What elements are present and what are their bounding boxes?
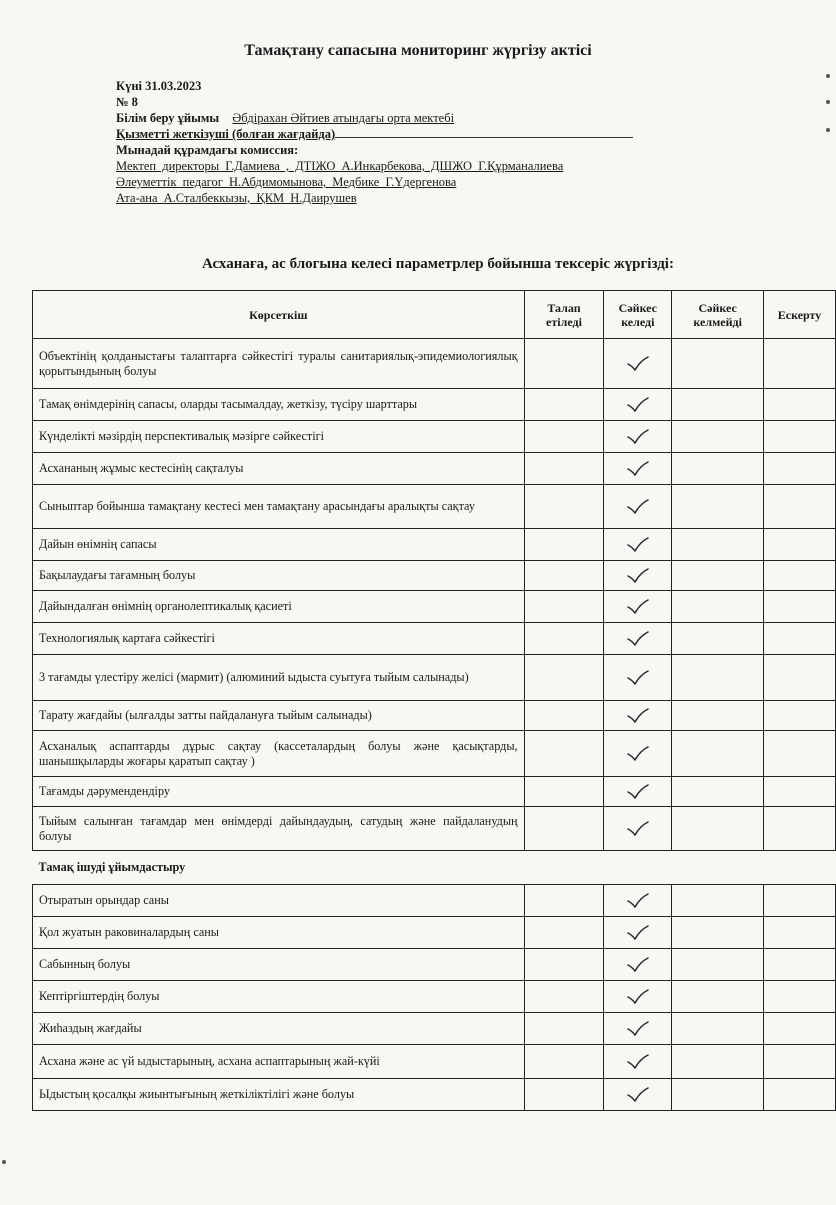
scan-speck (2, 1160, 6, 1164)
note-cell (764, 807, 836, 851)
indicator-cell: Тағамды дәрумендендіру (33, 777, 525, 807)
note-cell (764, 655, 836, 701)
indicator-cell: Қол жуатын раковиналардың саны (33, 917, 525, 949)
commission-line-3: Ата-ана А.Сталбеккызы, ҚКМ Н.Даирушев (116, 191, 357, 205)
check-mark-icon (626, 1086, 650, 1100)
supplier-line (116, 126, 633, 142)
table-row (33, 807, 836, 851)
supplier-blank (335, 126, 633, 138)
note-cell (764, 777, 836, 807)
not-complies-cell (672, 949, 764, 981)
check-mark-icon (626, 598, 650, 612)
required-cell (524, 421, 604, 453)
check-mark-icon (626, 630, 650, 644)
indicator-cell: Асхана және ас үй ыдыстарының, асхана аспаптарының жай-күйі (33, 1045, 525, 1079)
note-cell (764, 421, 836, 453)
complies-cell (604, 339, 672, 389)
commission-label: Мынадай құрамдағы комиссия: (116, 143, 299, 157)
column-header-not-complies: Сәйкес келмейді (672, 291, 764, 339)
indicator-cell: Асханалық аспаптарды дұрыс сақтау (кассеталардың болуы және қасықтарды, шанышқыларды жоғары қаратып сақтау ) (33, 731, 525, 777)
indicator-cell: Технологиялық картаға сәйкестігі (33, 623, 525, 655)
check-mark-icon (626, 924, 650, 938)
not-complies-cell (672, 917, 764, 949)
table-row (33, 421, 836, 453)
indicator-cell: Сабынның болуы (33, 949, 525, 981)
indicator-cell: Бақылаудағы тағамның болуы (33, 561, 525, 591)
section-title: Тамақ ішуді ұйымдастыру (33, 851, 836, 885)
not-complies-cell (672, 731, 764, 777)
commission-line-1: Мектеп директоры Г.Дамиева , ДТІЖО А.Инкарбекова, ДШЖО Г.Құрманалиева (116, 159, 564, 173)
note-cell (764, 731, 836, 777)
table-row (33, 623, 836, 655)
indicator-cell: Дайындалған өнімнің органолептикалық қасиеті (33, 591, 525, 623)
table-row (33, 917, 836, 949)
check-mark-icon (626, 745, 650, 759)
not-complies-cell (672, 453, 764, 485)
table-row (33, 529, 836, 561)
check-mark-icon (626, 460, 650, 474)
complies-cell (604, 807, 672, 851)
table-row (33, 1045, 836, 1079)
document-title: Тамақтану сапасына мониторинг жүргізу актісі (244, 42, 592, 59)
required-cell (524, 701, 604, 731)
table-row (33, 655, 836, 701)
check-mark-icon (626, 498, 650, 512)
required-cell (524, 917, 604, 949)
required-cell (524, 389, 604, 421)
complies-cell (604, 1045, 672, 1079)
required-cell (524, 1013, 604, 1045)
table-row (33, 1079, 836, 1111)
required-cell (524, 623, 604, 655)
indicator-cell: Кептіргіштердің болуы (33, 981, 525, 1013)
not-complies-cell (672, 1079, 764, 1111)
required-cell (524, 949, 604, 981)
indicator-cell: 3 тағамды үлестіру желісі (мармит) (алюминий ыдыста суытуға тыйым салынады) (33, 655, 525, 701)
not-complies-cell (672, 339, 764, 389)
section-row (33, 851, 836, 885)
check-mark-icon (626, 783, 650, 797)
complies-cell (604, 917, 672, 949)
commission-line-2: Әлеуметтік педагог Н.Абдимомынова, Медбике Г.Үдергенова (116, 175, 457, 189)
required-cell (524, 561, 604, 591)
required-cell (524, 1079, 604, 1111)
note-cell (764, 561, 836, 591)
inspection-table (32, 290, 836, 1111)
indicator-cell: Асхананың жұмыс кестесінің сақталуы (33, 453, 525, 485)
required-cell (524, 453, 604, 485)
complies-cell (604, 561, 672, 591)
scan-speck (826, 74, 830, 78)
check-mark-icon (626, 355, 650, 369)
complies-cell (604, 701, 672, 731)
required-cell (524, 731, 604, 777)
indicator-cell: Сыныптар бойынша тамақтану кестесі мен тамақтану арасындағы аралықты сақтау (33, 485, 525, 529)
check-mark-icon (626, 1053, 650, 1067)
complies-cell (604, 453, 672, 485)
check-mark-icon (626, 669, 650, 683)
note-cell (764, 529, 836, 561)
check-mark-icon (626, 988, 650, 1002)
note-cell (764, 339, 836, 389)
not-complies-cell (672, 777, 764, 807)
indicator-cell: Объектінің қолданыстағы талаптарға сәйкестігі туралы санитариялық-эпидемиологиялық қорытындының болуы (33, 339, 525, 389)
table-row (33, 731, 836, 777)
note-cell (764, 1079, 836, 1111)
table-row (33, 485, 836, 529)
complies-cell (604, 949, 672, 981)
indicator-cell: Отыратын орындар саны (33, 885, 525, 917)
note-cell (764, 885, 836, 917)
note-cell (764, 623, 836, 655)
not-complies-cell (672, 561, 764, 591)
not-complies-cell (672, 981, 764, 1013)
check-mark-icon (626, 707, 650, 721)
not-complies-cell (672, 623, 764, 655)
not-complies-cell (672, 1045, 764, 1079)
required-cell (524, 339, 604, 389)
table-row (33, 949, 836, 981)
table-row (33, 885, 836, 917)
indicator-cell: Күнделікті мәзірдің перспективалық мәзірге сәйкестігі (33, 421, 525, 453)
complies-cell (604, 421, 672, 453)
complies-cell (604, 1079, 672, 1111)
required-cell (524, 655, 604, 701)
complies-cell (604, 885, 672, 917)
required-cell (524, 807, 604, 851)
column-header-note: Ескерту (764, 291, 836, 339)
table-row (33, 981, 836, 1013)
indicator-cell: Тарату жағдайы (ылғалды затты пайдалануға тыйым салынады) (33, 701, 525, 731)
not-complies-cell (672, 421, 764, 453)
required-cell (524, 885, 604, 917)
note-cell (764, 389, 836, 421)
complies-cell (604, 981, 672, 1013)
indicator-cell: Ыдыстың қосалқы жиынтығының жеткіліктілігі және болуы (33, 1079, 525, 1111)
table-row (33, 701, 836, 731)
required-cell (524, 485, 604, 529)
complies-cell (604, 655, 672, 701)
act-number: № 8 (116, 95, 138, 109)
organization-label: Білім беру ұйымы (116, 111, 220, 125)
act-date: Күні 31.03.2023 (116, 79, 202, 93)
table-header-row (33, 291, 836, 339)
complies-cell (604, 389, 672, 421)
check-mark-icon (626, 820, 650, 834)
column-header-required: Талап етіледі (524, 291, 604, 339)
not-complies-cell (672, 529, 764, 561)
not-complies-cell (672, 1013, 764, 1045)
check-mark-icon (626, 892, 650, 906)
check-mark-icon (626, 396, 650, 410)
scan-speck (826, 128, 830, 132)
table-row (33, 453, 836, 485)
note-cell (764, 701, 836, 731)
note-cell (764, 1013, 836, 1045)
complies-cell (604, 591, 672, 623)
note-cell (764, 453, 836, 485)
not-complies-cell (672, 807, 764, 851)
check-mark-icon (626, 1020, 650, 1034)
table-row (33, 777, 836, 807)
table-row (33, 591, 836, 623)
complies-cell (604, 731, 672, 777)
required-cell (524, 981, 604, 1013)
required-cell (524, 777, 604, 807)
check-mark-icon (626, 567, 650, 581)
indicator-cell: Тамақ өнімдерінің сапасы, оларды тасымалдау, жеткізу, түсіру шарттары (33, 389, 525, 421)
complies-cell (604, 623, 672, 655)
check-mark-icon (626, 536, 650, 550)
not-complies-cell (672, 591, 764, 623)
not-complies-cell (672, 485, 764, 529)
indicator-cell: Тыйым салынған тағамдар мен өнімдерді дайындаудың, сатудың және пайдаланудың болуы (33, 807, 525, 851)
required-cell (524, 529, 604, 561)
note-cell (764, 949, 836, 981)
complies-cell (604, 777, 672, 807)
supplier-label: Қызметті жеткізуші (болған жағдайда) (116, 127, 336, 141)
table-row (33, 1013, 836, 1045)
note-cell (764, 917, 836, 949)
table-row (33, 561, 836, 591)
indicator-cell: Жиһаздың жағдайы (33, 1013, 525, 1045)
organization-value: Әбдірахан Әйтиев атындағы орта мектебі (232, 111, 455, 125)
required-cell (524, 591, 604, 623)
note-cell (764, 591, 836, 623)
check-mark-icon (626, 956, 650, 970)
note-cell (764, 1045, 836, 1079)
header-info (116, 78, 633, 206)
not-complies-cell (672, 701, 764, 731)
complies-cell (604, 1013, 672, 1045)
required-cell (524, 1045, 604, 1079)
inspection-subtitle: Асханаға, ас блогына келесі параметрлер бойынша тексеріс жүргізді: (202, 256, 674, 272)
not-complies-cell (672, 655, 764, 701)
scan-speck (826, 100, 830, 104)
table-row (33, 389, 836, 421)
complies-cell (604, 485, 672, 529)
not-complies-cell (672, 885, 764, 917)
complies-cell (604, 529, 672, 561)
organization-line (116, 110, 633, 126)
check-mark-icon (626, 428, 650, 442)
column-header-complies: Сәйкес келеді (604, 291, 672, 339)
column-header-indicator: Көрсеткіш (33, 291, 525, 339)
table-row (33, 339, 836, 389)
not-complies-cell (672, 389, 764, 421)
indicator-cell: Дайын өнімнің сапасы (33, 529, 525, 561)
note-cell (764, 981, 836, 1013)
note-cell (764, 485, 836, 529)
